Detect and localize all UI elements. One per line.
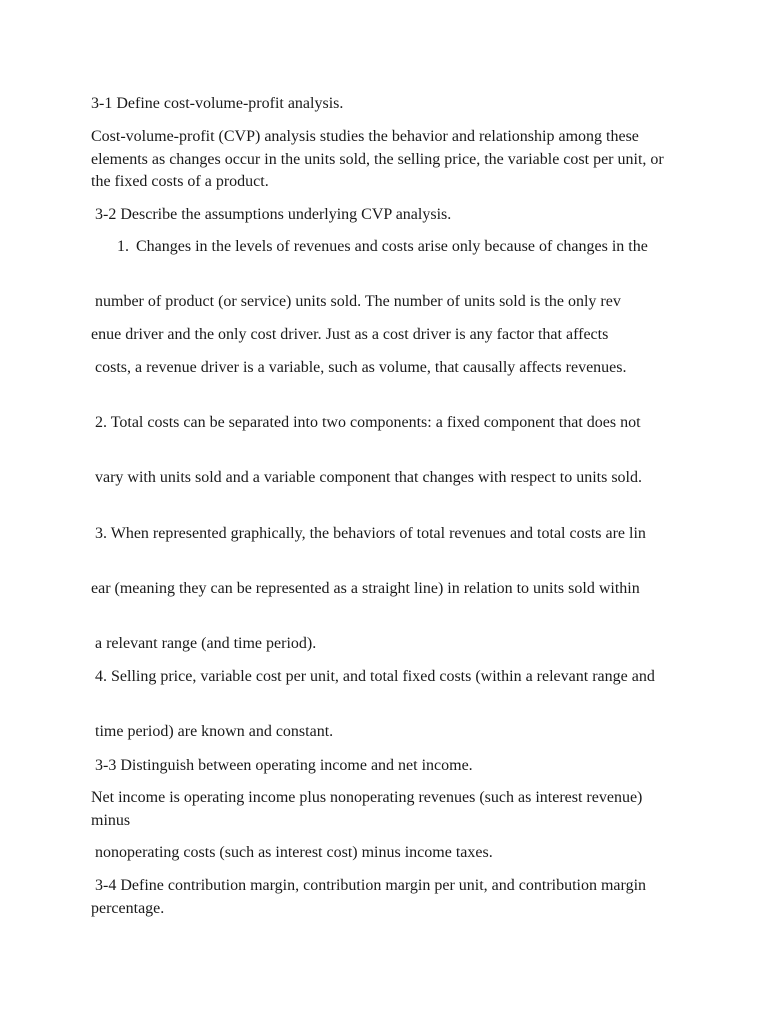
list-item-1-continuation-2: enue driver and the only cost driver. Just as a cost driver is any factor that affects [91,326,609,343]
list-item-1-continuation-1: number of product (or service) units sold. The number of units sold is the only rev [91,293,621,310]
question-3-2-heading: 3-2 Describe the assumptions underlying CVP analysis. [91,206,452,223]
list-item-3-line-2: ear (meaning they can be represented as a straight line) in relation to units sold within [91,580,640,597]
question-3-4-heading: 3-4 Define contribution margin, contribution margin per unit, and contribution margin percentage. [91,877,651,917]
question-3-1-heading: 3-1 Define cost-volume-profit analysis. [91,95,344,112]
question-3-3-answer-line-2: nonoperating costs (such as interest cost) minus income taxes. [91,844,493,861]
list-item-4-line-1: 4. Selling price, variable cost per unit, and total fixed costs (within a relevant range and [91,668,655,685]
question-3-3-answer-line-1: Net income is operating income plus nonoperating revenues (such as interest revenue) minus [91,789,647,829]
list-item-1-number: 1. [117,238,129,255]
list-item-1-continuation-3: costs, a revenue driver is a variable, such as volume, that causally affects revenues. [91,359,627,376]
list-item-1-text: Changes in the levels of revenues and costs arise only because of changes in the [136,238,648,255]
list-item-2-line-2: vary with units sold and a variable component that changes with respect to units sold. [91,469,642,486]
list-item-2-line-1: 2. Total costs can be separated into two components: a fixed component that does not [91,414,641,431]
list-item-3-line-1: 3. When represented graphically, the behaviors of total revenues and total costs are lin [91,525,646,542]
question-3-3-heading: 3-3 Distinguish between operating income and net income. [91,757,473,774]
list-item-4-line-2: time period) are known and constant. [91,723,334,740]
question-3-1-answer: Cost-volume-profit (CVP) analysis studies the behavior and relationship among these elements as changes occur in the units sold, the selling price, the variable cost per unit, or the fixed costs of a product. [91,128,668,190]
list-item-3-line-3: a relevant range (and time period). [91,635,317,652]
